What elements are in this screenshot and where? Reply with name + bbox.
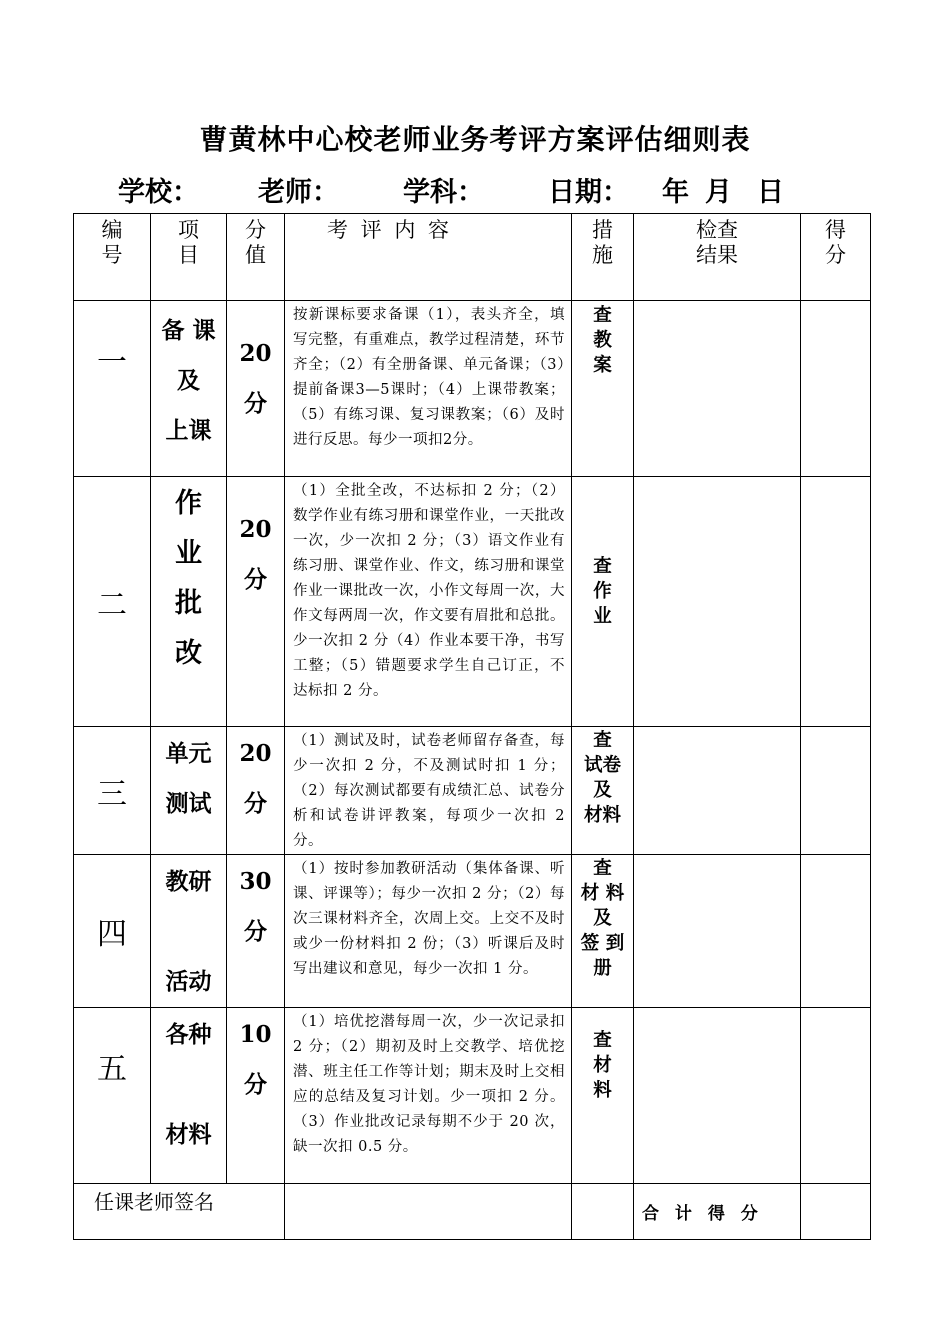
header-points: 得 分 <box>801 214 871 301</box>
result-cell[interactable] <box>634 1008 801 1184</box>
teacher-signature-label: 任课老师签名 <box>74 1184 285 1240</box>
table-row <box>74 727 871 855</box>
row-item: 单元 测试 <box>151 727 227 855</box>
day-label: 日 <box>757 177 784 208</box>
evaluation-table <box>73 213 871 1240</box>
row-measure: 查 教 案 <box>572 301 634 477</box>
row-item: 作 业 批 改 <box>151 477 227 727</box>
row-content: （1）培优挖潜每周一次，少一次记录扣 2 分；（2）期初及时上交教学、培优挖潜、班主任工作等计划；期末及时上交相应的总结及复习计划。少一项扣 2 分。（3）作业批改记录每期不少于 20 次，缺一次扣 0.5 分。 <box>285 1008 572 1184</box>
row-content: （1）测试及时，试卷老师留存备查，每少一次扣 2 分，不及测试时扣 1 分；（2）每次测试都要有成绩汇总、试卷分析和试卷讲评教案，每项少一次扣 2 分。 <box>285 727 572 855</box>
result-cell[interactable] <box>634 301 801 477</box>
total-score-label: 合 计 得 分 <box>634 1184 801 1240</box>
row-score: 30 分 <box>227 855 285 1008</box>
header-score: 分 值 <box>227 214 285 301</box>
row-content: （1）按时参加教研活动（集体备课、听课、评课等）；每少一次扣 2 分；（2）每次三课材料齐全，次周上交。上交不及时或少一份材料扣 2 份；（3）听课后及时写出建议和意见，每少一次扣 1 分。 <box>285 855 572 1008</box>
row-measure: 查 作 业 <box>572 477 634 727</box>
points-cell[interactable] <box>801 301 871 477</box>
signature-cell[interactable] <box>285 1184 572 1240</box>
points-cell[interactable] <box>801 1008 871 1184</box>
row-item: 备 课 及 上课 <box>151 301 227 477</box>
header-item: 项 目 <box>151 214 227 301</box>
row-number: 四 <box>74 855 151 1008</box>
header-content: 考 评 内 容 <box>285 214 572 301</box>
row-score: 20 分 <box>227 727 285 855</box>
header-num: 编 号 <box>74 214 151 301</box>
teacher-label: 老师： <box>258 177 339 208</box>
table-row <box>74 1008 871 1184</box>
points-cell[interactable] <box>801 477 871 727</box>
row-number: 二 <box>74 477 151 727</box>
result-cell[interactable] <box>634 855 801 1008</box>
year-label: 年 <box>662 177 689 208</box>
row-content: 按新课标要求备课（1），表头齐全，填写完整，有重难点，教学过程清楚，环节齐全；（2）有全册备课、单元备课；（3）提前备课3—5课时；（4）上课带教案；（5）有练习课、复习课教案；（6）及时进行反思。每少一项扣2分。 <box>285 301 572 477</box>
page-title: 曹黄林中心校老师业务考评方案评估细则表 <box>199 123 751 156</box>
points-cell[interactable] <box>801 727 871 855</box>
row-content: （1）全批全改，不达标扣 2 分；（2）数学作业有练习册和课堂作业，一天批改一次，少一次扣 2 分；（3）语文作业有练习册、课堂作业、作文，练习册和课堂作业一课批改一次，小作文每周一次，大作文每两周一次，作文要有眉批和总批。少一次扣 2 分（4）作业本要干净，书写工整；（5）错题要求学生自己订正，不达标扣 2 分。 <box>285 477 572 727</box>
header-measure: 措 施 <box>572 214 634 301</box>
row-measure: 查 材 料 <box>572 1008 634 1184</box>
row-score: 20 分 <box>227 477 285 727</box>
footer-row <box>74 1184 871 1240</box>
subject-label: 学科： <box>403 177 484 208</box>
points-cell[interactable] <box>801 855 871 1008</box>
result-cell[interactable] <box>634 727 801 855</box>
row-number: 三 <box>74 727 151 855</box>
school-label: 学校： <box>118 177 199 208</box>
row-measure: 查 试卷 及 材料 <box>572 727 634 855</box>
result-cell[interactable] <box>634 477 801 727</box>
row-score: 20 分 <box>227 301 285 477</box>
row-item: 教研 活动 <box>151 855 227 1008</box>
row-item: 各种 材料 <box>151 1008 227 1184</box>
date-label: 日期： <box>548 177 629 208</box>
table-row <box>74 301 871 477</box>
row-number: 一 <box>74 301 151 477</box>
header-row <box>74 214 871 301</box>
row-score: 10 分 <box>227 1008 285 1184</box>
table-row <box>74 855 871 1008</box>
total-score-cell[interactable] <box>801 1184 871 1240</box>
month-label: 月 <box>705 177 732 208</box>
table-row <box>74 477 871 727</box>
row-measure: 查 材 料 及 签 到 册 <box>572 855 634 1008</box>
blank-cell <box>572 1184 634 1240</box>
row-number: 五 <box>74 1008 151 1184</box>
header-result: 检查 结果 <box>634 214 801 301</box>
